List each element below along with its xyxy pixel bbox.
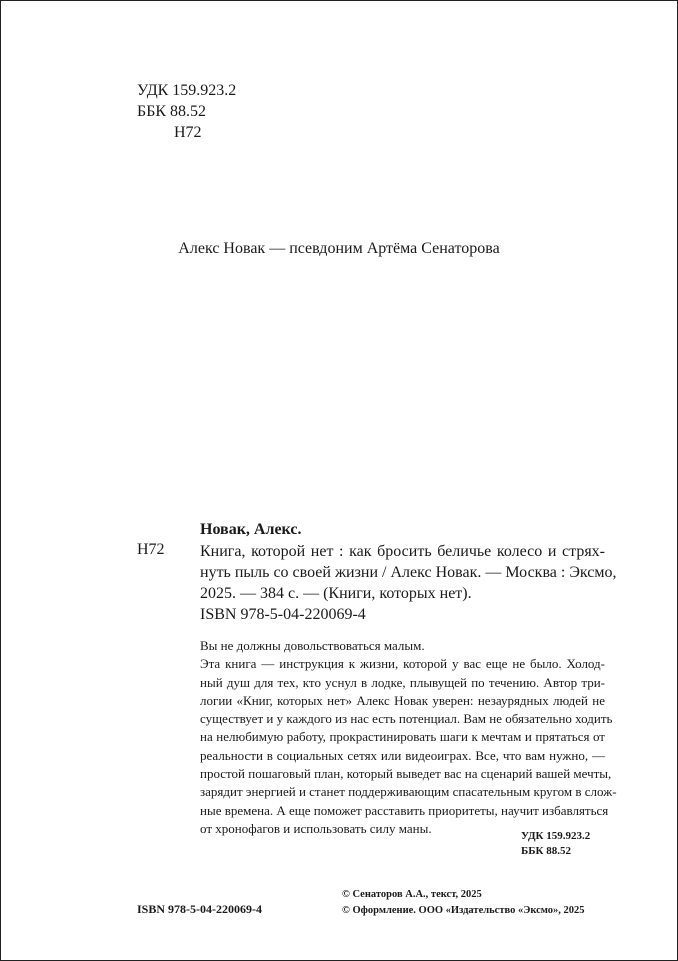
annotation-line: на нелюбимую работу, прокрастинировать шаги к мечтам и прятаться от xyxy=(200,729,605,745)
copyright-line: © Сенаторов А.А., текст, 2025 xyxy=(342,889,482,900)
bbk-code: ББК 88.52 xyxy=(137,103,207,120)
classification-block xyxy=(137,80,236,143)
annotation-line: существует и у каждого из нас есть потенциал. Вам не обязательно ходить xyxy=(200,711,613,727)
footer-udk: УДК 159.923.2 xyxy=(521,830,591,842)
description-line: Книга, которой нет : как бросить беличье колесо и стрях- xyxy=(200,543,605,560)
catalog-author-heading: Новак, Алекс. xyxy=(200,521,302,538)
annotation xyxy=(200,637,617,838)
catalog-code: Н72 xyxy=(137,541,165,558)
footer-bbk: ББК 88.52 xyxy=(521,845,572,857)
annotation-line: простой пошаговый план, который выведет вас на сценарий вашей мечты, xyxy=(200,766,612,782)
annotation-line: ные времена. А еще поможет расставить приоритеты, научит избавляться xyxy=(200,802,609,818)
catalog-isbn: ISBN 978-5-04-220069-4 xyxy=(200,606,366,623)
description-line: нуть пыль со своей жизни / Алекс Новак. — Москва : Эксмо, xyxy=(200,564,617,581)
copyright-line: © Оформление. ООО «Издательство «Эксмо», 2025 xyxy=(342,905,585,916)
annotation-line: Вы не должны довольствоваться малым. xyxy=(200,638,425,653)
annotation-line: Эта книга — инструкция к жизни, которой у вас еще не было. Холод- xyxy=(200,656,605,672)
author-sign: Н72 xyxy=(174,124,202,141)
copyright-block xyxy=(342,887,585,919)
annotation-line: ный душ для тех, кто уснул в лодке, плывущей по течению. Автор три- xyxy=(200,674,605,690)
annotation-line: от хронофагов и использовать силу маны. xyxy=(200,820,432,836)
pseudonym-note: Алекс Новак — псевдоним Артёма Сенаторова xyxy=(178,240,500,257)
annotation-line: реальности в социальных сетях или видеоиграх. Все, что вам нужно, — xyxy=(200,747,605,763)
bibliographic-description xyxy=(200,541,617,604)
udk-code: УДК 159.923.2 xyxy=(137,82,237,99)
annotation-line: логии «Книг, которых нет» Алекс Новак уверен: незаурядных людей не xyxy=(200,692,605,708)
description-line: 2025. — 384 с. — (Книги, которых нет). xyxy=(200,585,472,602)
footer-classification xyxy=(521,829,590,859)
footer-isbn: ISBN 978-5-04-220069-4 xyxy=(137,902,262,916)
annotation-line: зарядит энергией и станет поддерживающим спасательным кругом в слож- xyxy=(200,784,617,800)
